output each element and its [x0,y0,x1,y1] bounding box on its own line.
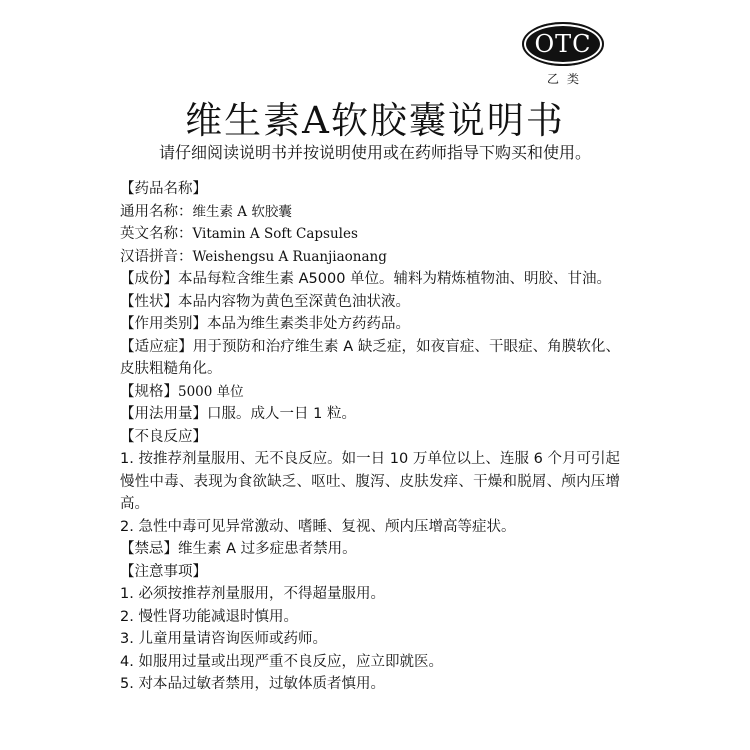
indications-label: 【适应症】 [120,338,193,355]
precaution-item-5: 5. 对本品过敏者禁用，过敏体质者慎用。 [120,676,385,692]
otc-logo: OTC [522,22,604,66]
appearance-section [120,291,620,314]
specification-label: 【规格】 [120,383,178,400]
precaution-item-2: 2. 慢性肾功能减退时慎用。 [120,608,298,625]
generic-name-label: 通用名称： [120,203,193,220]
composition-text: 本品每粒含维生素 A5000 单位。辅料为精炼植物油、明胶、甘油。 [178,271,612,287]
contraindications-label: 【禁忌】 [120,541,178,557]
composition-label: 【成份】 [120,271,178,287]
pinyin-name-value: Weishengsu A Ruanjiaonang [192,248,387,265]
adverse-item-1: 1. 按推荐剂量服用、无不良反应。如一日 10 万单位以上、连服 6 个月可引起慢性中毒、表现为食欲缺乏、呕吐、腹泻、皮肤发痒、干燥和脱屑、颅内压增高。 [120,451,620,512]
precaution-item-3: 3. 儿童用量请咨询医师或药师。 [120,631,327,647]
adverse-item-2: 2. 急性中毒可见异常激动、嗜睡、复视、颅内压增高等症状。 [120,518,516,535]
appearance-label: 【性状】 [120,293,178,310]
english-name-row [120,223,620,246]
pinyin-name-row [120,246,620,269]
appearance-text: 本品内容物为黄色至深黄色油状液。 [178,293,410,310]
composition-section [120,268,620,291]
category-text: 本品为维生素类非处方药药品。 [207,316,410,332]
document-title: 维生素A软胶囊说明书 [185,99,565,142]
pinyin-name-label: 汉语拼音： [120,248,193,265]
english-name-value: Vitamin A Soft Capsules [192,226,358,242]
english-name-label: 英文名称： [120,226,193,242]
section-header-precautions: 【注意事项】 [120,563,207,580]
contraindications-section [120,538,620,561]
specification-section [120,381,620,404]
dosage-text: 口服。成人一日 1 粒。 [207,406,356,422]
section-header-drug-name: 【药品名称】 [120,181,207,197]
indications-text: 用于预防和治疗维生素 A 缺乏症，如夜盲症、干眼症、角膜软化、皮肤粗糙角化。 [120,338,621,377]
precaution-item-4: 4. 如服用过量或出现严重不良反应，应立即就医。 [120,653,443,670]
generic-name-row [120,201,620,224]
precaution-item-1: 1. 必须按推荐剂量服用，不得超量服用。 [120,586,385,602]
dosage-label: 【用法用量】 [120,406,207,422]
contraindications-text: 维生素 A 过多症患者禁用。 [178,541,357,557]
otc-class-label: 乙类 [546,72,587,86]
indications-section [120,336,620,381]
document-subtitle: 请仔细阅读说明书并按说明使用或在药师指导下购买和使用。 [158,143,591,162]
category-section [120,313,620,336]
section-header-adverse: 【不良反应】 [120,428,207,445]
category-label: 【作用类别】 [120,316,207,332]
specification-text: 5000 单位 [178,383,244,400]
instructions-body [120,178,620,696]
dosage-section [120,403,620,426]
generic-name-value: 维生素 A 软胶囊 [192,203,292,220]
otc-badge [520,22,606,87]
